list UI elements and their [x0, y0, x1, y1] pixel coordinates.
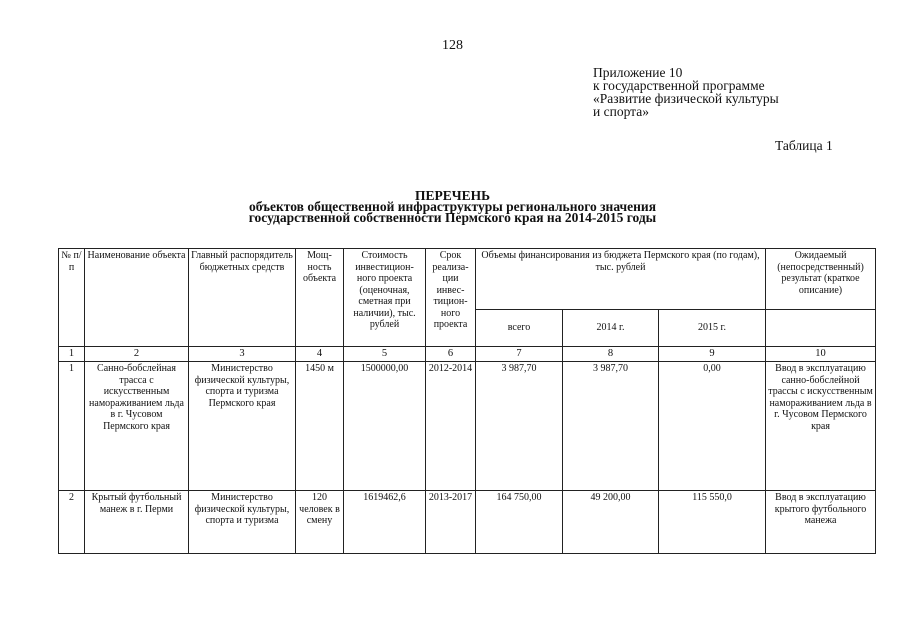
- header-name: Наименование объекта: [85, 249, 189, 347]
- row-manager: Министерство физической культуры, спорта и туризма: [189, 491, 296, 554]
- row-2015: 115 550,0: [659, 491, 766, 554]
- column-number: 4: [296, 347, 344, 362]
- column-number: 9: [659, 347, 766, 362]
- column-number: 1: [59, 347, 85, 362]
- table-row: [59, 491, 876, 554]
- header-term: Срок реализа-ции инвес-тицион-ного проекта: [426, 249, 476, 347]
- row-term: 2012-2014: [426, 362, 476, 491]
- column-number: 8: [563, 347, 659, 362]
- column-number: 3: [189, 347, 296, 362]
- header-result-empty: [766, 310, 876, 347]
- appendix-line-1: Приложение 10: [593, 65, 683, 80]
- column-number: 5: [344, 347, 426, 362]
- objects-table: [58, 248, 876, 554]
- row-total: 164 750,00: [476, 491, 563, 554]
- title-line-3: государственной собственности Пермского края на 2014-2015 годы: [248, 210, 657, 225]
- row-num: 1: [59, 362, 85, 491]
- row-capacity: 120 человек в смену: [296, 491, 344, 554]
- column-number: 2: [85, 347, 189, 362]
- table-label: Таблица 1: [775, 138, 833, 153]
- header-cost: Стоимость инвестицион-ного проекта (оценочная, сметная при наличии), тыс. рублей: [344, 249, 426, 347]
- row-name: Санно-бобслейная трасса с искусственным намораживанием льда в г. Чусовом Пермского края: [85, 362, 189, 491]
- header-capacity: Мощ-ность объекта: [296, 249, 344, 347]
- appendix-line-4: и спорта»: [593, 104, 649, 119]
- header-funding: Объемы финансирования из бюджета Пермского края (по годам), тыс. рублей: [476, 249, 766, 310]
- header-2014: 2014 г.: [563, 310, 659, 347]
- row-total: 3 987,70: [476, 362, 563, 491]
- row-cost: 1500000,00: [344, 362, 426, 491]
- row-term: 2013-2017: [426, 491, 476, 554]
- row-result: Ввод в эксплуатацию крытого футбольного манежа: [766, 491, 876, 554]
- row-manager: Министерство физической культуры, спорта и туризма Пермского края: [189, 362, 296, 491]
- row-num: 2: [59, 491, 85, 554]
- column-number: 10: [766, 347, 876, 362]
- column-number-row: [59, 347, 876, 362]
- row-name: Крытый футбольный манеж в г. Перми: [85, 491, 189, 554]
- appendix-line-2: к государственной программе: [593, 78, 765, 93]
- appendix-line-3: «Развитие физической культуры: [593, 91, 779, 106]
- document-title: [0, 190, 905, 223]
- header-num: № п/п: [59, 249, 85, 347]
- header-total: всего: [476, 310, 563, 347]
- column-number: 6: [426, 347, 476, 362]
- header-row: [59, 249, 876, 310]
- row-2014: 49 200,00: [563, 491, 659, 554]
- row-2015: 0,00: [659, 362, 766, 491]
- row-result: Ввод в эксплуатацию санно-бобслейной трассы с искусственным намораживанием льда в г. Чусовом Пермского края: [766, 362, 876, 491]
- table-row: [59, 362, 876, 491]
- header-manager: Главный распорядитель бюджетных средств: [189, 249, 296, 347]
- header-result: Ожидаемый (непосредственный) результат (краткое описание): [766, 249, 876, 310]
- header-2015: 2015 г.: [659, 310, 766, 347]
- row-cost: 1619462,6: [344, 491, 426, 554]
- column-number: 7: [476, 347, 563, 362]
- title-line-1: ПЕРЕЧЕНЬ: [414, 188, 491, 203]
- row-capacity: 1450 м: [296, 362, 344, 491]
- page-number: 128: [442, 38, 463, 53]
- row-2014: 3 987,70: [563, 362, 659, 491]
- title-line-2: объектов общественной инфраструктуры регионального значения: [248, 199, 657, 214]
- appendix-note: [593, 66, 779, 118]
